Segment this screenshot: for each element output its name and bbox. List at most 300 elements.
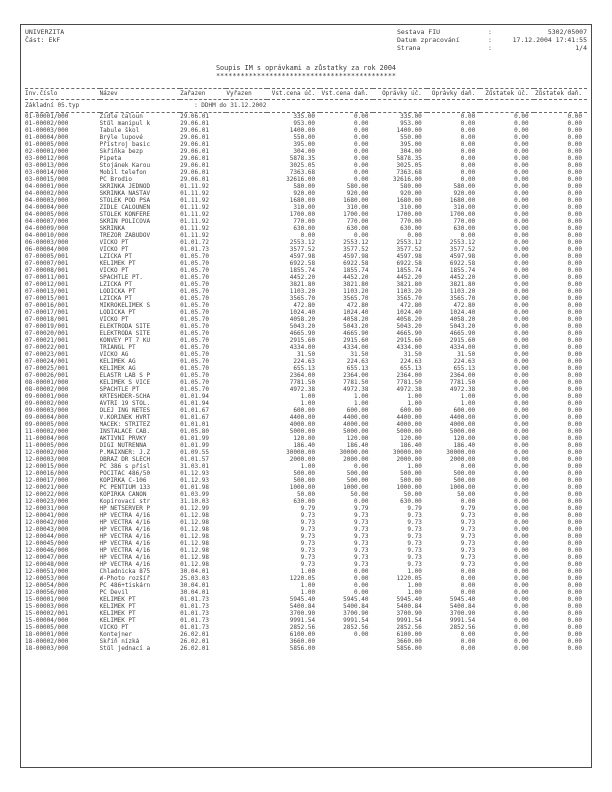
cell-zarazen: 01.05.70 [180, 344, 209, 351]
cell-zustatek-uc: 0.00 [514, 484, 529, 491]
cell-zustatek-dan: 0.00 [567, 141, 582, 148]
cell-opravky-dan: 224.63 [453, 358, 476, 365]
cell-zustatek-uc: 0.00 [514, 617, 529, 624]
cell-inv: 09-00002/000 [25, 400, 69, 407]
table-row [25, 134, 587, 141]
table-row [25, 421, 587, 428]
cell-name: HP VECTRA 4/16 [99, 561, 151, 568]
cell-zustatek-dan: 0.00 [567, 477, 582, 484]
cell-vyrazen [226, 645, 266, 652]
cell-zarazen: 01.01.72 [180, 239, 209, 246]
cell-vst-cena-uc: 9.73 [300, 526, 316, 533]
cell-vst-cena-uc: 3821.80 [289, 281, 316, 288]
table-row [25, 141, 587, 148]
cell-zustatek-dan: 0.00 [567, 281, 582, 288]
table-row [25, 239, 587, 246]
cell-vst-cena-dan: 1700.00 [343, 211, 369, 218]
cell-inv: 12-00045/000 [25, 540, 69, 547]
cell-opravky-dan: 1855.74 [449, 267, 476, 274]
cell-vyrazen [226, 547, 266, 554]
table-row [25, 211, 587, 218]
cell-zustatek-dan: 0.00 [567, 491, 582, 498]
cell-vst-cena-uc: 304.00 [293, 148, 316, 155]
cell-vyrazen [226, 393, 266, 400]
cell-opravky-uc: 4452.20 [396, 274, 422, 281]
cell-zustatek-uc: 0.00 [514, 498, 529, 505]
cell-zustatek-dan: 0.00 [567, 134, 582, 141]
cell-vst-cena-dan: 9991.54 [343, 617, 369, 624]
cell-inv: 12-00046/000 [25, 547, 69, 554]
cell-zarazen: 01.01.73 [180, 617, 209, 624]
cell-opravky-dan: 0.00 [460, 120, 476, 127]
cell-opravky-dan: 2915.60 [449, 337, 476, 344]
cell-vst-cena-uc: 4597.98 [289, 253, 316, 260]
cell-inv: 07-00005/001 [25, 253, 69, 260]
cell-inv: 07-00023/001 [25, 351, 69, 358]
cell-vst-cena-uc: 1.00 [300, 393, 316, 400]
cell-vst-cena-dan: 9.73 [353, 533, 369, 540]
cell-opravky-dan: 0.00 [460, 141, 476, 148]
cell-zustatek-dan: 0.00 [567, 316, 582, 323]
cell-opravky-dan: 1680.00 [449, 197, 476, 204]
table-row [25, 281, 587, 288]
cell-zustatek-uc: 0.00 [514, 456, 529, 463]
cell-vyrazen [226, 463, 266, 470]
cell-zustatek-dan: 0.00 [567, 428, 582, 435]
cell-zarazen: 01.05.80 [180, 428, 209, 435]
cell-inv: 12-00017/000 [25, 477, 69, 484]
cell-opravky-uc: 9.73 [407, 533, 422, 540]
cell-vst-cena-uc: 4452.20 [289, 274, 316, 281]
cell-name: KONVEY PT 7 KU [99, 337, 151, 344]
cell-zarazen: 01.05.70 [180, 316, 209, 323]
cell-zarazen: 01.05.70 [180, 372, 209, 379]
cell-vst-cena-dan: 5945.40 [343, 596, 369, 603]
cell-zarazen: 01.05.70 [180, 330, 209, 337]
cell-zustatek-uc: 0.00 [514, 645, 529, 652]
cell-vst-cena-uc: 5043.20 [289, 323, 316, 330]
cell-zustatek-dan: 0.00 [567, 631, 582, 638]
cell-zustatek-uc: 0.00 [514, 477, 529, 484]
cell-zarazen: 26.02.01 [180, 631, 209, 638]
cell-name: ELEKTRODA SITE [99, 323, 151, 330]
cell-zarazen: 01.12.99 [180, 505, 209, 512]
cell-zustatek-dan: 0.00 [567, 295, 582, 302]
cell-vyrazen [226, 456, 266, 463]
cell-zustatek-dan: 0.00 [567, 603, 582, 610]
cell-zustatek-dan: 0.00 [567, 120, 582, 127]
table-row [25, 498, 587, 505]
cell-zarazen: 01.05.70 [180, 295, 209, 302]
cell-vyrazen [226, 540, 266, 547]
cell-zustatek-dan: 0.00 [567, 176, 582, 183]
cell-vyrazen [226, 148, 266, 155]
cell-name: MIKROKELIMEK S [99, 302, 151, 309]
cell-opravky-dan: 1000.00 [449, 484, 476, 491]
cell-vyrazen [226, 169, 266, 176]
cell-zarazen: 01.12.98 [180, 554, 209, 561]
cell-inv: 04-00007/000 [25, 218, 69, 225]
cell-vst-cena-uc: 3660.00 [289, 638, 316, 645]
title-block [21, 64, 591, 80]
cell-vst-cena-dan: 9.73 [353, 554, 369, 561]
table-row [25, 183, 587, 190]
cell-zustatek-uc: 0.00 [514, 631, 529, 638]
cell-zustatek-dan: 0.00 [567, 533, 582, 540]
cell-opravky-uc: 2915.60 [396, 337, 422, 344]
cell-vst-cena-uc: 1024.40 [289, 309, 316, 316]
cell-opravky-uc: 500.00 [400, 477, 422, 484]
cell-zarazen: 01.01.57 [180, 456, 209, 463]
cell-vyrazen [226, 596, 266, 603]
cell-vst-cena-uc: 5945.40 [289, 596, 316, 603]
cell-zarazen: 26.02.01 [180, 645, 209, 652]
table-row [25, 309, 587, 316]
cell-vst-cena-dan: 770.00 [346, 218, 369, 225]
cell-opravky-dan: 4665.90 [449, 330, 476, 337]
cell-zarazen: 01.05.70 [180, 253, 209, 260]
cell-zustatek-dan: 0.00 [567, 463, 582, 470]
inventory-table [25, 88, 587, 652]
cell-opravky-dan: 9.73 [460, 554, 476, 561]
table-row [25, 148, 587, 155]
cell-zarazen: 01.01.73 [180, 603, 209, 610]
cell-vst-cena-uc: 655.13 [293, 365, 316, 372]
cell-opravky-dan: 3821.80 [449, 281, 476, 288]
group-value: : DDHM do 31.12.2002 [180, 100, 587, 113]
cell-zustatek-uc: 0.00 [514, 155, 529, 162]
meta-separator: : [488, 44, 492, 52]
cell-zustatek-dan: 0.00 [567, 610, 582, 617]
table-row [25, 477, 587, 484]
table-row [25, 246, 587, 253]
cell-opravky-uc: 9.73 [407, 547, 422, 554]
cell-inv: 07-00017/001 [25, 309, 69, 316]
cell-zarazen: 01.09.55 [180, 449, 209, 456]
cell-zustatek-dan: 0.00 [567, 288, 582, 295]
cell-vst-cena-dan: 0.00 [353, 568, 369, 575]
cell-vyrazen [226, 498, 266, 505]
cell-zarazen: 01.12.98 [180, 547, 209, 554]
group-label: Základní 05.typ [25, 100, 180, 113]
cell-vst-cena-dan: 0.00 [353, 155, 369, 162]
cell-opravky-dan: 0.00 [460, 134, 476, 141]
cell-name: Skříňka bezp [99, 148, 143, 155]
cell-inv: 15-00001/000 [25, 596, 69, 603]
cell-opravky-dan: 0.00 [460, 127, 476, 134]
cell-vyrazen [226, 435, 266, 442]
cell-vyrazen [226, 575, 266, 582]
cell-opravky-dan: 1.00 [460, 400, 476, 407]
cell-zarazen: 29.06.01 [180, 127, 209, 134]
cell-zustatek-dan: 0.00 [567, 435, 582, 442]
cell-opravky-uc: 580.00 [400, 183, 422, 190]
cell-zarazen: 01.03.99 [180, 491, 209, 498]
cell-zustatek-uc: 0.00 [514, 134, 529, 141]
cell-zustatek-dan: 0.00 [567, 526, 582, 533]
cell-zarazen: 31.03.01 [180, 463, 209, 470]
cell-vst-cena-uc: 1400.00 [289, 127, 316, 134]
cell-opravky-dan: 0.00 [460, 169, 476, 176]
meta-separator: : [488, 28, 492, 36]
cell-zarazen: 01.01.73 [180, 610, 209, 617]
cell-zarazen: 01.05.70 [180, 260, 209, 267]
cell-vyrazen [226, 407, 266, 414]
cell-zustatek-uc: 0.00 [514, 169, 529, 176]
cell-inv: 04-00010/000 [25, 232, 69, 239]
cell-vst-cena-dan: 5000.00 [343, 428, 369, 435]
cell-opravky-dan: 7781.50 [449, 379, 476, 386]
cell-zustatek-dan: 0.00 [567, 351, 582, 358]
cell-zustatek-uc: 0.00 [514, 295, 529, 302]
cell-name: HP NETSERVER P [99, 505, 151, 512]
cell-opravky-dan: 50.00 [457, 491, 476, 498]
cell-opravky-dan: 0.00 [460, 113, 476, 120]
cell-opravky-uc: 4000.00 [396, 421, 422, 428]
cell-name: HP VECTRA 4/16 [99, 554, 151, 561]
meta-label-datum: Datum zpracování [397, 36, 460, 44]
table-row [25, 596, 587, 603]
cell-opravky-dan: 2553.12 [449, 239, 476, 246]
cell-vst-cena-uc: 1.00 [300, 589, 316, 596]
cell-opravky-dan: 9.73 [460, 526, 476, 533]
cell-vst-cena-dan: 30000.00 [339, 449, 369, 456]
table-row [25, 491, 587, 498]
cell-opravky-uc: 5400.84 [396, 603, 422, 610]
cell-vst-cena-uc: 1.00 [300, 463, 316, 470]
table-row [25, 519, 587, 526]
cell-inv: 06-00003/000 [25, 239, 69, 246]
cell-inv: 12-00041/000 [25, 512, 69, 519]
cell-opravky-dan: 3700.90 [449, 610, 476, 617]
cell-vst-cena-dan: 9.73 [353, 561, 369, 568]
cell-zustatek-uc: 0.00 [514, 316, 529, 323]
cell-zustatek-uc: 0.00 [514, 281, 529, 288]
table-row [25, 218, 587, 225]
cell-name: HP VECTRA 4/16 [99, 533, 151, 540]
cell-inv: 09-00005/000 [25, 421, 69, 428]
table-row [25, 197, 587, 204]
cell-inv: 03-00012/000 [25, 155, 69, 162]
cell-vst-cena-dan: 2915.60 [343, 337, 369, 344]
cell-zarazen: 01.05.70 [180, 365, 209, 372]
cell-vst-cena-dan: 2000.00 [343, 456, 369, 463]
cell-vst-cena-dan [320, 638, 373, 645]
cell-opravky-dan: 310.00 [453, 204, 476, 211]
table-row [25, 638, 587, 645]
cell-opravky-uc: 770.00 [400, 218, 422, 225]
cell-name: POCITAC 486/50 [99, 470, 151, 477]
cell-inv: 18-00001/000 [25, 631, 69, 638]
cell-vst-cena-dan: 0.00 [353, 582, 369, 589]
cell-vyrazen [226, 603, 266, 610]
cell-opravky-dan: 500.00 [453, 470, 476, 477]
cell-vst-cena-uc: 3565.70 [289, 295, 316, 302]
cell-zustatek-uc: 0.00 [514, 372, 529, 379]
cell-vst-cena-dan: 31.50 [350, 351, 369, 358]
cell-opravky-dan: 770.00 [453, 218, 476, 225]
cell-name: Pipeta [99, 155, 122, 162]
cell-opravky-uc: 2852.56 [396, 624, 422, 631]
cell-vst-cena-uc: 7363.68 [289, 169, 316, 176]
cell-vyrazen [226, 400, 266, 407]
cell-inv: 12-00023/000 [25, 498, 69, 505]
cell-inv: 12-00003/000 [25, 456, 69, 463]
cell-name: Přístroj basic [99, 141, 151, 148]
cell-vyrazen [226, 295, 266, 302]
cell-zustatek-uc: 0.00 [514, 624, 529, 631]
cell-opravky-dan: 5400.84 [449, 603, 476, 610]
cell-zustatek-dan: 0.00 [567, 575, 582, 582]
cell-inv: 12-00016/000 [25, 470, 69, 477]
cell-vst-cena-dan: 5400.84 [343, 603, 369, 610]
cell-zustatek-dan: 0.00 [567, 358, 582, 365]
cell-name: TREZOR ZABUDOV [99, 232, 151, 239]
cell-zarazen: 01.11.92 [180, 211, 209, 218]
cell-name: ELASTR LAB S P [99, 372, 151, 379]
cell-zustatek-uc: 0.00 [514, 540, 529, 547]
cell-opravky-uc: 7781.50 [396, 379, 422, 386]
cell-zustatek-uc: 0.00 [514, 575, 529, 582]
cell-vst-cena-uc: 9.73 [300, 519, 316, 526]
cell-opravky-uc: 9.73 [407, 526, 422, 533]
cell-name: Tabule škol [99, 127, 140, 134]
cell-opravky-dan: 4972.38 [449, 386, 476, 393]
table-row [25, 274, 587, 281]
cell-zustatek-uc: 0.00 [514, 162, 529, 169]
cell-vst-cena-uc: 580.00 [293, 183, 316, 190]
meta-value-sestava: 5302/05007 [547, 28, 587, 36]
cell-vst-cena-dan: 2553.12 [343, 239, 369, 246]
cell-inv: 07-00021/001 [25, 337, 69, 344]
cell-opravky-dan: 1.00 [460, 393, 476, 400]
cell-vst-cena-uc: 1680.00 [289, 197, 316, 204]
table-row [25, 120, 587, 127]
cell-zarazen: 29.06.01 [180, 162, 209, 169]
cell-zustatek-dan: 0.00 [567, 372, 582, 379]
cell-opravky-dan: 0.00 [460, 498, 476, 505]
cell-opravky-dan: 120.00 [453, 435, 476, 442]
cell-vst-cena-dan: 9.73 [353, 526, 369, 533]
column-header-vst-cena-dan: Vst.cena daň. [320, 89, 373, 100]
cell-zustatek-dan: 0.00 [567, 400, 582, 407]
cell-zustatek-dan: 0.00 [567, 309, 582, 316]
cell-zustatek-dan: 0.00 [567, 505, 582, 512]
cell-name: V.KORINEK HVRT [99, 414, 151, 421]
cell-vst-cena-uc: 920.00 [293, 190, 316, 197]
cell-name: OBRAZ DR SLECH [99, 456, 151, 463]
cell-name: HP VECTRA 4/16 [99, 540, 151, 547]
cell-inv: 15-00005/000 [25, 624, 69, 631]
cell-zustatek-uc: 0.00 [514, 267, 529, 274]
cell-zustatek-uc: 0.00 [514, 589, 529, 596]
table-row [25, 645, 587, 652]
cell-zustatek-dan: 0.00 [567, 365, 582, 372]
cell-zustatek-uc: 0.00 [514, 512, 529, 519]
cell-vyrazen [226, 246, 266, 253]
table-row [25, 288, 587, 295]
table-row [25, 253, 587, 260]
cell-zarazen: 01.12.98 [180, 526, 209, 533]
cell-name: VICKO AG [99, 351, 129, 358]
cell-vst-cena-dan: 2364.00 [343, 372, 369, 379]
cell-vst-cena-uc: 9.73 [300, 554, 316, 561]
cell-vst-cena-uc: 500.00 [293, 477, 316, 484]
cell-opravky-dan: 600.00 [453, 407, 476, 414]
cell-inv: 09-00001/000 [25, 393, 69, 400]
cell-vst-cena-dan: 0.00 [353, 589, 369, 596]
cell-name: W-Photo rozšíř [99, 575, 151, 582]
cell-vst-cena-uc: 1220.05 [289, 575, 316, 582]
cell-vst-cena-uc: 395.00 [293, 141, 316, 148]
cell-zustatek-uc: 0.00 [514, 596, 529, 603]
cell-name: KELIMEK S VICE [99, 379, 151, 386]
cell-zustatek-uc: 0.00 [514, 239, 529, 246]
cell-vst-cena-uc: 3025.05 [289, 162, 316, 169]
cell-vyrazen [226, 505, 266, 512]
cell-zustatek-dan: 0.00 [567, 302, 582, 309]
cell-inv: 04-00005/000 [25, 211, 69, 218]
cell-opravky-uc: 5000.00 [396, 428, 422, 435]
cell-vyrazen [226, 162, 266, 169]
cell-name: LODICKA PT [99, 288, 136, 295]
cell-vyrazen [226, 414, 266, 421]
cell-vst-cena-uc: 6922.58 [289, 260, 316, 267]
cell-zarazen: 30.04.01 [180, 589, 209, 596]
table-row [25, 323, 587, 330]
cell-inv: 07-00018/001 [25, 316, 69, 323]
cell-opravky-uc: 1.00 [407, 589, 422, 596]
meta-value-datum: 17.12.2004 17:41:55 [512, 36, 587, 44]
cell-vyrazen [226, 519, 266, 526]
cell-vyrazen [226, 141, 266, 148]
cell-opravky-dan: 3565.70 [449, 295, 476, 302]
column-header-zustatek-dan: Zůstatek daň. [534, 89, 587, 100]
cell-zarazen: 30.04.01 [180, 582, 209, 589]
cell-inv: 07-00015/001 [25, 295, 69, 302]
cell-zarazen: 01.05.70 [180, 281, 209, 288]
cell-vst-cena-dan: 0.00 [353, 631, 369, 638]
cell-vst-cena-dan: 0.00 [353, 134, 369, 141]
cell-zarazen: 01.01.67 [180, 414, 209, 421]
table-row [25, 617, 587, 624]
cell-vyrazen [226, 239, 266, 246]
cell-opravky-uc: 6100.00 [396, 631, 422, 638]
cell-opravky-uc: 630.00 [400, 498, 422, 505]
cell-vyrazen [226, 428, 266, 435]
cell-vst-cena-dan: 500.00 [346, 470, 369, 477]
cell-zustatek-dan: 0.00 [567, 218, 582, 225]
cell-zustatek-uc: 0.00 [514, 407, 529, 414]
table-row [25, 512, 587, 519]
cell-zustatek-uc: 0.00 [514, 638, 529, 645]
cell-opravky-uc: 31.50 [403, 351, 422, 358]
cell-inv: 15-00002/001 [25, 610, 69, 617]
cell-zustatek-dan: 0.00 [567, 519, 582, 526]
cell-inv: 04-00004/000 [25, 204, 69, 211]
cell-vyrazen [226, 379, 266, 386]
cell-name: LZICKA PT [99, 253, 133, 260]
cell-opravky-uc: 7363.68 [396, 169, 422, 176]
cell-inv: 11-00002/000 [25, 428, 69, 435]
cell-vst-cena-dan: 50.00 [350, 491, 369, 498]
cell-vyrazen [226, 337, 266, 344]
cell-zustatek-uc: 0.00 [514, 379, 529, 386]
cell-zustatek-uc: 0.00 [514, 176, 529, 183]
cell-name: KELIMEK PT [99, 596, 136, 603]
cell-zustatek-uc: 0.00 [514, 148, 529, 155]
cell-vyrazen [226, 484, 266, 491]
